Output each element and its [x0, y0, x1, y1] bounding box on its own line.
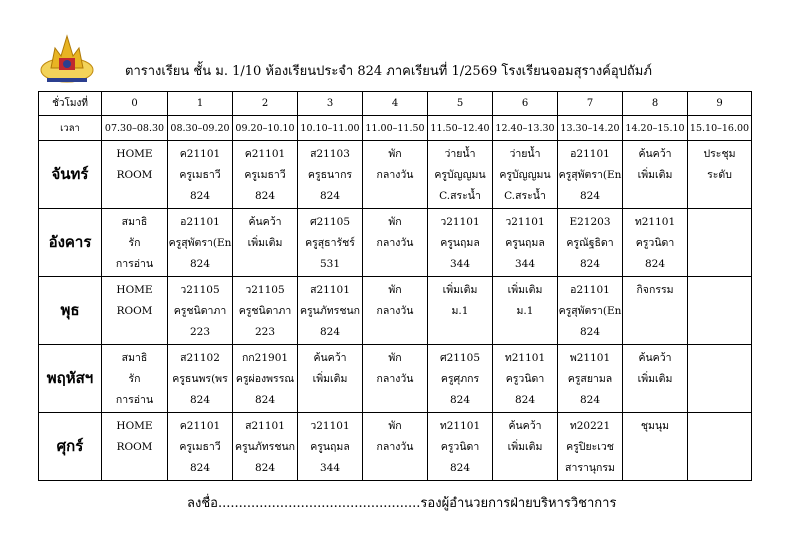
- class-cell-line: ส21103: [310, 148, 350, 160]
- class-cell-line: ครูปิยะเวช: [566, 441, 614, 453]
- class-cell-line: 824: [189, 258, 211, 270]
- period-number: 1: [168, 92, 233, 116]
- time-slot: 13.30–14.20: [558, 116, 623, 141]
- class-cell-line: พัก: [388, 420, 402, 432]
- class-cell-line: ท21101: [634, 216, 676, 228]
- class-cell-line: 824: [319, 190, 341, 202]
- class-cell: [623, 345, 688, 413]
- class-cell-line: ครูนฤมล: [440, 237, 480, 249]
- class-cell-line: ค21101: [179, 420, 221, 432]
- class-cell-line: 824: [579, 258, 601, 270]
- class-cell-line: ค21101: [244, 148, 286, 160]
- class-cell: [688, 345, 752, 413]
- class-cell-line: ระดับ: [707, 169, 732, 181]
- class-cell: [428, 413, 493, 481]
- class-cell-line: ครูนฤมล: [505, 237, 545, 249]
- class-cell-line: 824: [254, 190, 276, 202]
- class-cell: [558, 209, 623, 277]
- class-cell-line: C.สระน้ำ: [439, 190, 481, 202]
- class-cell-line: ครูนฤมล: [310, 441, 350, 453]
- class-cell-line: ครูบัญญมน: [434, 169, 486, 181]
- class-cell-line: เพิ่มเติม: [637, 169, 673, 181]
- class-cell-line: ครูสุธารัชร์: [305, 237, 355, 249]
- signature-line: ลงชื่อ.................................................รองผู้อำนวยการฝ่ายบริหารวิชาการ: [187, 496, 617, 511]
- class-cell-line: เพิ่มเติม: [507, 284, 543, 296]
- period-number: 7: [558, 92, 623, 116]
- class-cell: [558, 345, 623, 413]
- class-cell-line: ครูวนิดา: [440, 441, 480, 453]
- school-emblem-logo: [37, 28, 97, 88]
- class-cell-line: กลางวัน: [376, 441, 414, 453]
- class-cell-line: C.สระน้ำ: [504, 190, 546, 202]
- class-cell-line: พัก: [388, 216, 402, 228]
- day-name: พุธ: [39, 277, 102, 345]
- class-cell: [428, 277, 493, 345]
- class-cell-line: เพิ่มเติม: [312, 373, 348, 385]
- class-cell-line: สารานุกรม: [565, 462, 615, 474]
- class-cell-line: ว่ายน้ำ: [509, 148, 541, 160]
- class-cell-line: พัก: [388, 352, 402, 364]
- class-cell-line: ครูนภัทรชนก: [235, 441, 295, 453]
- time-slot: 07.30–08.30: [102, 116, 168, 141]
- class-cell-line: ROOM: [116, 305, 153, 317]
- class-cell-line: ท21101: [504, 352, 546, 364]
- class-cell: [168, 277, 233, 345]
- class-cell: [623, 209, 688, 277]
- class-cell-line: ครูสุพัตรา(En: [558, 305, 622, 317]
- class-cell-line: 824: [319, 326, 341, 338]
- class-cell: [688, 209, 752, 277]
- class-cell-line: ส21101: [310, 284, 350, 296]
- class-cell: [233, 413, 298, 481]
- class-cell-line: รัก: [128, 237, 141, 249]
- class-cell: [493, 413, 558, 481]
- class-cell: [493, 277, 558, 345]
- class-cell: [558, 413, 623, 481]
- class-cell-line: กก21901: [241, 352, 289, 364]
- class-cell: [233, 345, 298, 413]
- class-cell-line: ว21101: [310, 420, 350, 432]
- class-cell: [428, 209, 493, 277]
- day-row: [39, 277, 752, 345]
- period-label: ชั่วโมงที่: [39, 92, 102, 116]
- period-number: 4: [363, 92, 428, 116]
- day-row: [39, 141, 752, 209]
- class-cell-line: 824: [644, 258, 666, 270]
- class-cell-line: เพิ่มเติม: [247, 237, 283, 249]
- class-cell-line: ประชุม: [703, 148, 736, 160]
- class-cell-line: ว21101: [505, 216, 545, 228]
- period-number: 0: [102, 92, 168, 116]
- day-name: จันทร์: [39, 141, 102, 209]
- class-cell-line: ค้นคว้า: [638, 148, 672, 160]
- class-cell-line: ค้นคว้า: [313, 352, 347, 364]
- class-cell: [623, 413, 688, 481]
- class-cell-line: ROOM: [116, 169, 153, 181]
- class-cell: [493, 209, 558, 277]
- class-cell: [688, 277, 752, 345]
- class-cell-line: ครูณัฐธิดา: [566, 237, 614, 249]
- period-number: 5: [428, 92, 493, 116]
- class-cell: [363, 141, 428, 209]
- time-label: เวลา: [39, 116, 102, 141]
- class-cell: [623, 277, 688, 345]
- class-cell-line: 824: [579, 326, 601, 338]
- class-cell-line: 531: [319, 258, 341, 270]
- class-cell: [168, 141, 233, 209]
- class-cell-line: ครูสยามล: [567, 373, 613, 385]
- class-cell-line: ครูชนิดาภา: [173, 305, 227, 317]
- class-cell: [102, 413, 168, 481]
- class-cell-line: E21203: [569, 216, 611, 228]
- class-cell: [102, 209, 168, 277]
- class-cell-line: อ21101: [180, 216, 220, 228]
- class-cell-line: กลางวัน: [376, 305, 414, 317]
- class-cell-line: เพิ่มเติม: [507, 441, 543, 453]
- class-cell-line: พัก: [388, 284, 402, 296]
- class-cell-line: 824: [189, 190, 211, 202]
- class-cell: [102, 277, 168, 345]
- class-cell-line: 344: [514, 258, 536, 270]
- class-cell-line: ครูสุพัตรา(En: [168, 237, 232, 249]
- time-slot: 10.10–11.00: [298, 116, 363, 141]
- class-cell: [623, 141, 688, 209]
- class-cell: [233, 141, 298, 209]
- day-row: [39, 345, 752, 413]
- class-cell: [298, 413, 363, 481]
- time-slot: 14.20–15.10: [623, 116, 688, 141]
- timetable: [38, 91, 752, 481]
- class-cell-line: HOME: [116, 420, 153, 432]
- class-cell-line: 824: [189, 394, 211, 406]
- day-row: [39, 413, 752, 481]
- class-cell-line: ครูเมธาวี: [179, 169, 221, 181]
- class-cell-line: 824: [254, 462, 276, 474]
- class-cell-line: การอ่าน: [115, 394, 154, 406]
- class-cell-line: กลางวัน: [376, 237, 414, 249]
- class-cell: [428, 345, 493, 413]
- time-slot: 11.50–12.40: [428, 116, 493, 141]
- class-cell-line: สมาธิ: [121, 352, 148, 364]
- class-cell-line: 344: [449, 258, 471, 270]
- time-slot: 15.10–16.00: [688, 116, 752, 141]
- class-cell-line: 824: [514, 394, 536, 406]
- class-cell-line: ครูเมธาวี: [244, 169, 286, 181]
- period-number: 3: [298, 92, 363, 116]
- period-number: 6: [493, 92, 558, 116]
- class-cell: [168, 345, 233, 413]
- class-cell: [363, 277, 428, 345]
- class-cell: [363, 413, 428, 481]
- class-cell-line: ครูวนิดา: [635, 237, 675, 249]
- class-cell-line: ครูศุภกร: [440, 373, 480, 385]
- class-cell-line: ท21101: [439, 420, 481, 432]
- class-cell-line: ม.1: [451, 305, 469, 317]
- period-header-row: [39, 92, 752, 116]
- period-number: 9: [688, 92, 752, 116]
- class-cell: [298, 277, 363, 345]
- class-cell-line: ม.1: [516, 305, 534, 317]
- class-cell-line: 223: [189, 326, 211, 338]
- class-cell: [298, 345, 363, 413]
- class-cell: [363, 209, 428, 277]
- class-cell-line: ค้นคว้า: [638, 352, 672, 364]
- class-cell-line: ว21105: [245, 284, 285, 296]
- day-name: ศุกร์: [39, 413, 102, 481]
- class-cell-line: ครูนภัทรชนก: [300, 305, 360, 317]
- class-cell-line: 344: [319, 462, 341, 474]
- class-cell: [688, 141, 752, 209]
- class-cell-line: ศ21105: [309, 216, 351, 228]
- class-cell-line: ครูวนิดา: [505, 373, 545, 385]
- class-cell: [493, 141, 558, 209]
- day-name: พฤหัสฯ: [39, 345, 102, 413]
- class-cell-line: ส21102: [180, 352, 220, 364]
- class-cell-line: ส21101: [245, 420, 285, 432]
- time-slot: 09.20–10.10: [233, 116, 298, 141]
- class-cell: [298, 141, 363, 209]
- class-cell-line: ครูธนากร: [307, 169, 353, 181]
- time-slot: 12.40–13.30: [493, 116, 558, 141]
- class-cell: [102, 345, 168, 413]
- class-cell: [363, 345, 428, 413]
- class-cell-line: ครูเมธาวี: [179, 441, 221, 453]
- class-cell: [168, 413, 233, 481]
- period-number: 8: [623, 92, 688, 116]
- class-cell-line: ครูธนพร(พร: [172, 373, 228, 385]
- class-cell: [428, 141, 493, 209]
- class-cell-line: 824: [579, 394, 601, 406]
- class-cell-line: ชุมนุม: [640, 420, 670, 432]
- class-cell-line: เพิ่มเติม: [637, 373, 673, 385]
- class-cell-line: 824: [254, 394, 276, 406]
- class-cell: [168, 209, 233, 277]
- class-cell-line: ศ21105: [439, 352, 481, 364]
- class-cell: [102, 141, 168, 209]
- period-number: 2: [233, 92, 298, 116]
- class-cell-line: กลางวัน: [376, 169, 414, 181]
- class-cell-line: รัก: [128, 373, 141, 385]
- class-cell-line: สมาธิ: [121, 216, 148, 228]
- schedule-title: ตารางเรียน ชั้น ม. 1/10 ห้องเรียนประจำ 824 ภาคเรียนที่ 1/2569 โรงเรียนจอมสุรางค์อุปถัมภ์: [125, 64, 652, 79]
- class-cell-line: กลางวัน: [376, 373, 414, 385]
- class-cell-line: HOME: [116, 148, 153, 160]
- class-cell-line: อ21101: [570, 148, 610, 160]
- class-cell-line: ค้นคว้า: [508, 420, 542, 432]
- time-slot: 08.30–09.20: [168, 116, 233, 141]
- class-cell-line: ค21101: [179, 148, 221, 160]
- class-cell-line: ว21105: [180, 284, 220, 296]
- class-cell-line: 223: [254, 326, 276, 338]
- class-cell-line: กิจกรรม: [636, 284, 674, 296]
- class-cell: [558, 277, 623, 345]
- class-cell-line: การอ่าน: [115, 258, 154, 270]
- class-cell-line: ครูชนิดาภา: [238, 305, 292, 317]
- class-cell-line: พัก: [388, 148, 402, 160]
- class-cell: [233, 209, 298, 277]
- class-cell-line: 824: [189, 462, 211, 474]
- class-cell: [688, 413, 752, 481]
- time-row: [39, 116, 752, 141]
- class-cell-line: ครูผ่องพรรณ: [235, 373, 295, 385]
- class-cell-line: เพิ่มเติม: [442, 284, 478, 296]
- class-cell-line: ค้นคว้า: [248, 216, 282, 228]
- class-cell-line: ครูสุพัตรา(En: [558, 169, 622, 181]
- class-cell-line: ว21101: [440, 216, 480, 228]
- class-cell-line: ROOM: [116, 441, 153, 453]
- time-slot: 11.00–11.50: [363, 116, 428, 141]
- class-cell-line: 824: [449, 462, 471, 474]
- class-cell-line: พ21101: [569, 352, 611, 364]
- class-cell: [233, 277, 298, 345]
- class-cell-line: ว่ายน้ำ: [444, 148, 476, 160]
- class-cell-line: HOME: [116, 284, 153, 296]
- class-cell-line: ครูบัญญมน: [499, 169, 551, 181]
- class-cell-line: ท20221: [569, 420, 611, 432]
- class-cell: [493, 345, 558, 413]
- class-cell-line: 824: [579, 190, 601, 202]
- class-cell-line: 824: [449, 394, 471, 406]
- class-cell: [298, 209, 363, 277]
- day-name: อังคาร: [39, 209, 102, 277]
- class-cell-line: อ21101: [570, 284, 610, 296]
- day-row: [39, 209, 752, 277]
- class-cell: [558, 141, 623, 209]
